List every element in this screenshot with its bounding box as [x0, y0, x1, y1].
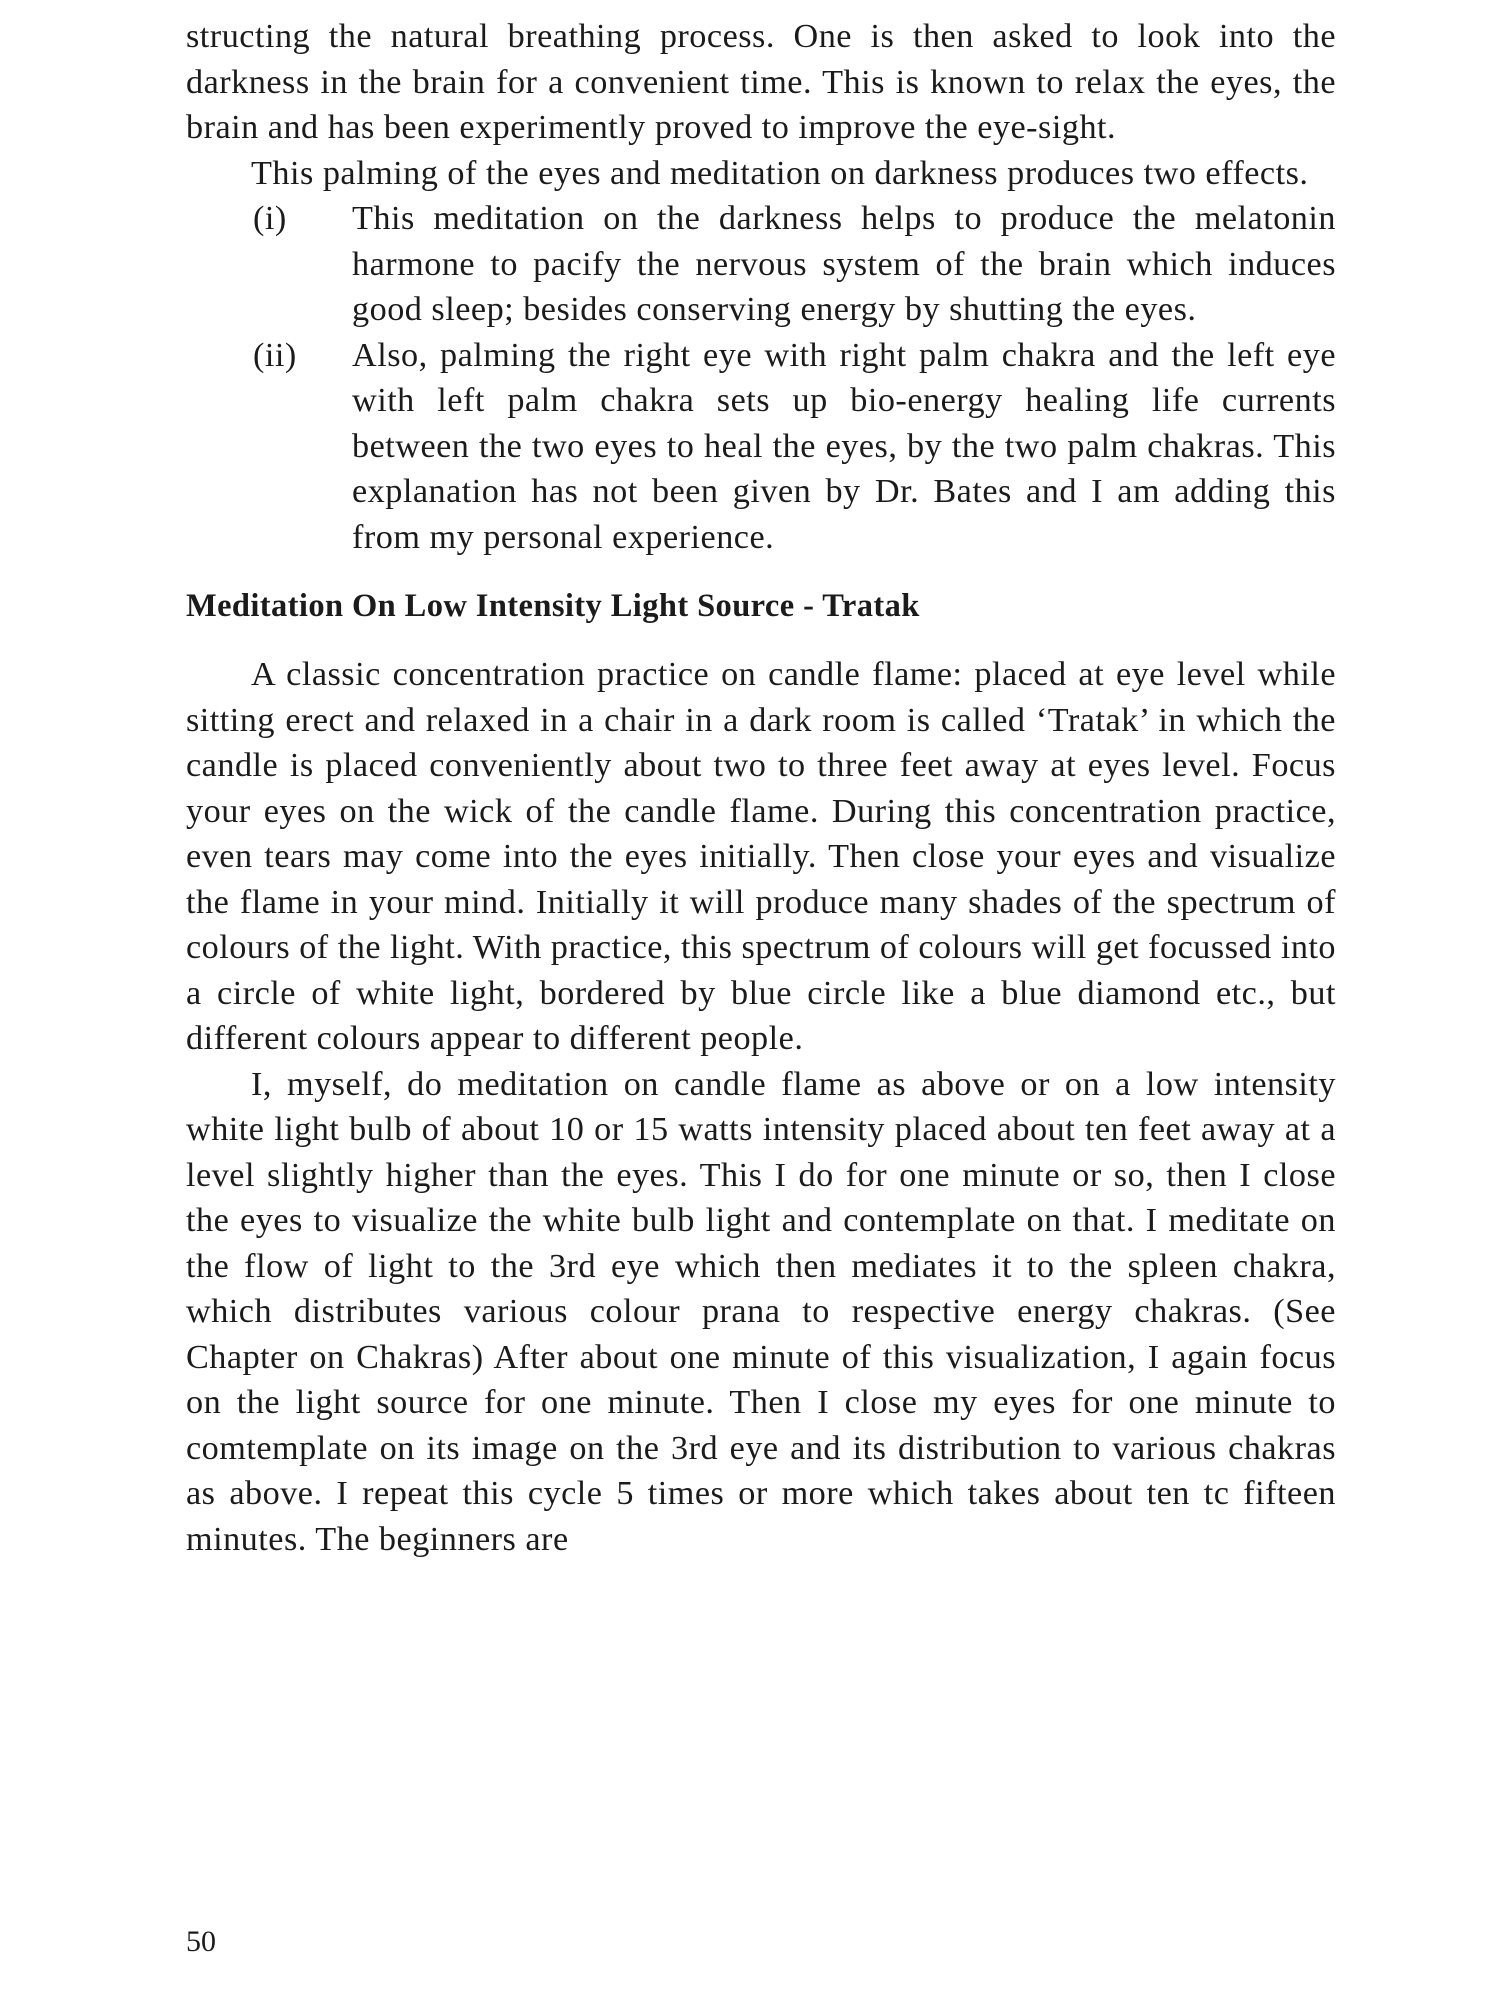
effect-item-1 [186, 196, 1336, 333]
page-number: 50 [186, 1925, 216, 1958]
paragraph-tratak: A classic concentration practice on candle flame: placed at eye level while sitting erect and relaxed in a chair in a dark room is called ‘Tratak’ in which the candle is placed conveniently about two to three feet away at eyes level. Focus your eyes on the wick of the candle flame. During this concentration practice, even tears may come into the eyes initially. Then close your eyes and visualize the flame in your mind. Initially it will produce many shades of the spectrum of colours of the light. With practice, this spectrum of colours will get focussed into a circle of white light, bordered by blue circle like a blue diamond etc., but different colours appear to different people. [186, 656, 1336, 1057]
effect-text: Also, palming the right eye with right palm chakra and the left eye with left palm chakra sets up bio-energy healing life currents between the two eyes to heal the eyes, by the two palm chakras. This explanation has not been given by Dr. Bates and I am adding this from my personal experience. [352, 336, 1336, 556]
paragraph-personal-practice: I, myself, do meditation on candle flame as above or on a low intensity white light bulb of about 10 or 15 watts intensity placed about ten feet away at a level slightly higher than the eyes. This I do for one minute or so, then I close the eyes to visualize the white bulb light and contemplate on that. I meditate on the flow of light to the 3rd eye which then mediates it to the spleen chakra, which distributes various colour prana to respective energy chakras. (See Chapter on Chakras) After about one minute of this visualization, I again focus on the light source for one minute. Then I close my eyes for one minute to comtemplate on its image on the 3rd eye and its distribution to various chakras as above. I repeat this cycle 5 times or more which takes about ten tc fifteen minutes. The beginners are [186, 1065, 1336, 1558]
page-body [186, 14, 1336, 1562]
section-heading: Meditation On Low Intensity Light Source - Tratak [186, 588, 920, 624]
paragraph-breathing: structing the natural breathing process. One is then asked to look into the darkness in the brain for a convenient time. This is known to relax the eyes, the brain and has been experimently proved to improve the eye-sight. [186, 18, 1336, 146]
effect-item-2 [186, 333, 1336, 561]
effect-marker: (i) [253, 200, 287, 237]
effect-text: This meditation on the darkness helps to produce the melatonin harmone to pacify the nervous system of the brain which induces good sleep; besides conserving energy by shutting the eyes. [352, 200, 1336, 328]
paragraph-palming-effects: This palming of the eyes and meditation on darkness produces two effects. [251, 154, 1309, 192]
effect-marker: (ii) [253, 336, 297, 374]
